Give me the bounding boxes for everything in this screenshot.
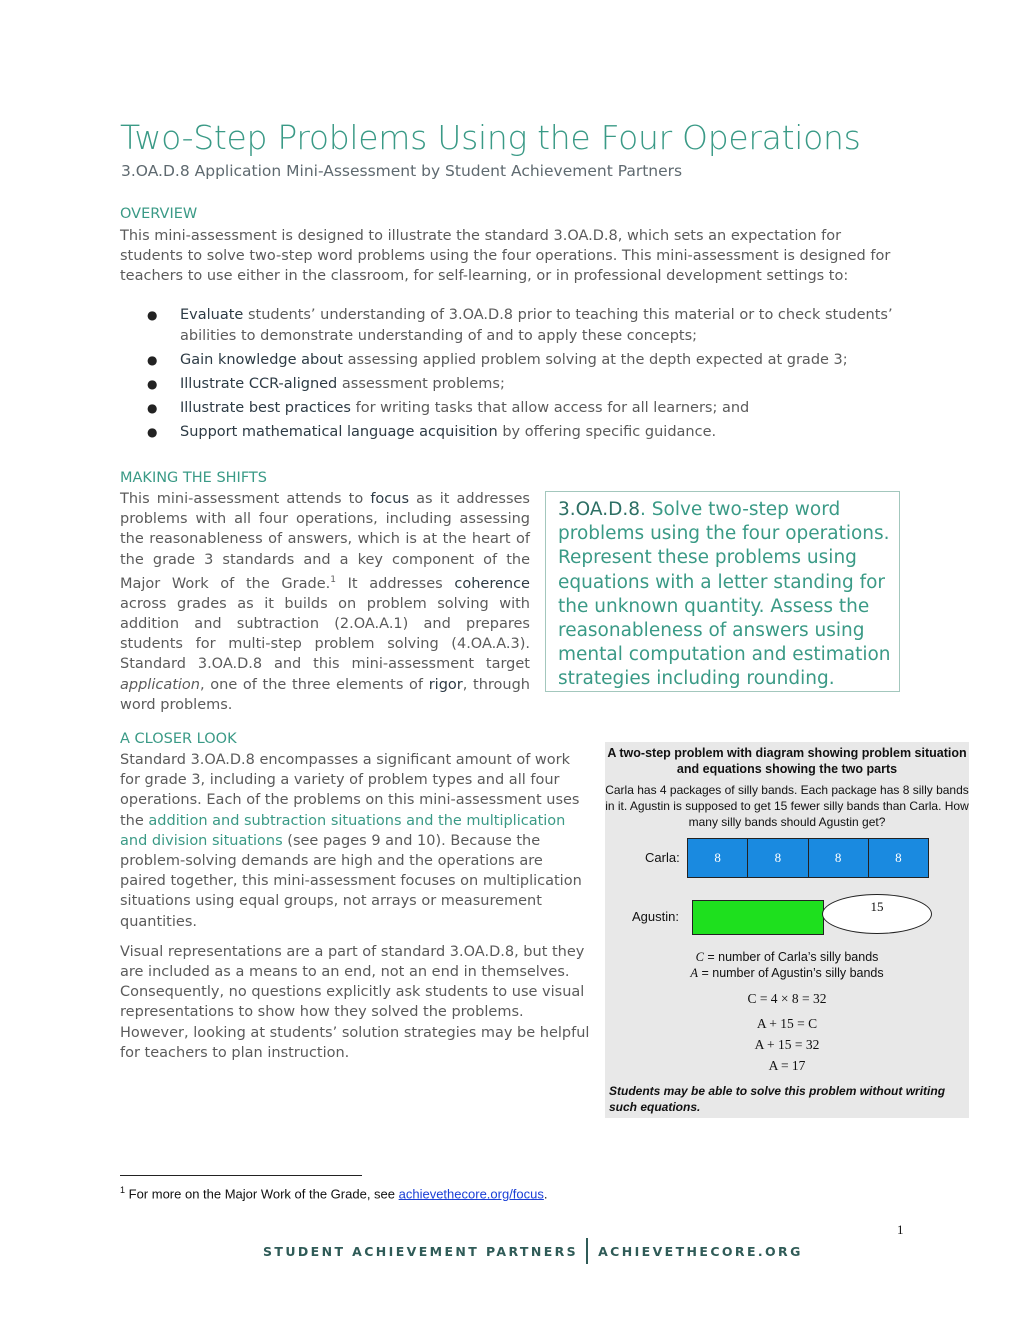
standard-text: [558, 498, 899, 692]
bullet-icon: ●: [147, 401, 158, 415]
definition-c: [605, 950, 969, 965]
standard-description: . Solve two-step word problems using the four operations. Represent these problems using equations with a letter standing for the unknown quantity. Assess the reasonableness of answers using mental computation and estimation strategies including rounding.: [558, 499, 891, 690]
carla-tape-diagram: [687, 838, 929, 878]
difference-value: 15: [870, 899, 884, 914]
package-cell: 8: [895, 850, 902, 865]
making-shifts-heading: MAKING THE SHIFTS: [120, 470, 267, 486]
package-cell: 8: [748, 839, 808, 877]
shift-text-3: It addresses: [335, 575, 455, 592]
closer-look-text-2: (see pages 9 and 10). Because the problem-solving demands are high and the operations are paired together, this mini-assessment focuses on multiplication situations using equal groups, not arrays or measurement quantities.: [120, 832, 582, 930]
bullet-lead: Evaluate: [180, 307, 244, 323]
bullet-lead: Illustrate best practices: [180, 400, 351, 416]
page-title: Two-Step Problems Using the Four Operations: [120, 118, 861, 157]
bullet-item: [147, 398, 907, 419]
bullet-item: [147, 305, 907, 347]
variable-c: C: [695, 950, 704, 964]
making-shifts-paragraph: [120, 489, 530, 715]
focus-term: focus: [370, 491, 410, 507]
bullet-icon: ●: [147, 425, 158, 439]
equation: A = 17: [768, 1058, 806, 1073]
overview-heading: OVERVIEW: [120, 206, 198, 222]
closer-look-heading: A CLOSER LOOK: [120, 731, 237, 747]
situations-link[interactable]: addition and subtraction situations and the multiplication and division situations: [120, 812, 566, 849]
bullet-text: students’ understanding of 3.OA.D.8 prior to teaching this material or to check students’ abilities to demonstrate understanding of and to apply these concepts;: [180, 307, 893, 344]
equation: A + 15 = C: [756, 1016, 818, 1031]
shift-text-4: across grades as it builds on problem solving with addition and subtraction (2.OA.A.1) and prepares students for multi-step problem solving (4.OA.A.3). Standard 3.OA.D.8 and this mini-assessment target: [120, 595, 530, 673]
standard-code: 3.OA.D.8: [558, 499, 640, 520]
closer-look-text-1: Standard 3.OA.D.8 encompasses a significant amount of work for grade 3, including a variety of problem types and all four operations. Each of the problems on this mini-assessment uses the: [120, 752, 580, 829]
overview-paragraph: This mini-assessment is designed to illustrate the standard 3.OA.D.8, which sets an expectation for students to solve two-step word problems using the four operations. This mini-assessment is designed for teachers to use either in the classroom, for self-learning, or in professional development settings to:: [120, 228, 891, 285]
footnote-divider: [120, 1175, 362, 1176]
two-step-problem-figure: [605, 742, 969, 1118]
bullet-text: assessment problems;: [337, 376, 505, 392]
carla-label: Carla:: [645, 850, 680, 865]
application-term: application: [120, 676, 200, 693]
bullet-item: [147, 374, 907, 395]
coherence-term: coherence: [454, 575, 530, 592]
standard-callout-box: [545, 491, 900, 692]
bullet-icon: ●: [147, 353, 158, 367]
definition-a: [605, 966, 969, 981]
footer-organization: STUDENT ACHIEVEMENT PARTNERS: [263, 1243, 579, 1259]
bullet-lead: Illustrate CCR-aligned: [180, 376, 338, 392]
bullet-text: by offering specific guidance.: [497, 424, 717, 440]
shift-text-1: This mini-assessment attends to: [120, 491, 371, 507]
bullet-text: assessing applied problem solving at the depth expected at grade 3;: [343, 352, 848, 368]
bullet-item: [147, 350, 907, 371]
footnote-text: For more on the Major Work of the Grade, see: [125, 1186, 399, 1202]
equation: C = 4 × 8 = 32: [747, 991, 827, 1006]
closer-look-paragraph-1: [120, 750, 590, 932]
agustin-label: Agustin:: [632, 909, 679, 924]
shift-text-5: , one of the three elements of: [199, 676, 429, 693]
package-cell: 8: [688, 839, 748, 877]
figure-title: A two-step problem with diagram showing problem situation and equations showing the two parts: [607, 746, 967, 776]
variable-a: A: [690, 966, 698, 980]
closer-look-content: [120, 750, 590, 1063]
rigor-term: rigor: [428, 676, 463, 693]
footer-branding: [263, 1237, 803, 1265]
overview-bullet-list: [147, 305, 907, 446]
bullet-lead: Support mathematical language acquisition: [180, 424, 498, 440]
bullet-icon: ●: [147, 377, 158, 391]
bullet-text: for writing tasks that allow access for all learners; and: [350, 400, 750, 416]
definition-a-text: = number of Agustin’s silly bands: [698, 966, 884, 980]
page-subtitle: 3.OA.D.8 Application Mini-Assessment by Student Achievement Partners: [121, 162, 683, 180]
closer-look-paragraph-2: Visual representations are a part of standard 3.OA.D.8, but they are included as a means to an end, not an end in themselves. Consequently, no questions explicitly ask students to use visual representations to show how they solved the problems. However, looking at students’ solution strategies may be helpful for teachers to plan instruction.: [120, 943, 590, 1061]
definition-c-text: = number of Carla’s silly bands: [703, 950, 879, 964]
bullet-icon: ●: [147, 308, 158, 322]
footer-website[interactable]: ACHIEVETHECORE.ORG: [598, 1243, 803, 1259]
page-number: 1: [897, 1222, 904, 1237]
figure-problem-text: Carla has 4 packages of silly bands. Each package has 8 silly bands in it. Agustin is supposed to get 15 fewer silly bands than Carla. How many silly bands should Agustin get?: [605, 783, 969, 829]
figure-note: Students may be able to solve this problem without writing such equations.: [609, 1084, 946, 1114]
footnote-link[interactable]: achievethecore.org/focus: [398, 1186, 544, 1202]
bullet-item: [147, 422, 907, 443]
difference-oval: [822, 894, 932, 934]
footnote-end: .: [543, 1186, 548, 1202]
footnote-marker: 1: [330, 574, 336, 585]
package-cell: 8: [809, 839, 869, 877]
footnote: [120, 1185, 548, 1201]
agustin-bar: [692, 900, 824, 935]
shift-text-6: , through word problems.: [120, 676, 531, 713]
footer-divider: [586, 1238, 588, 1264]
shift-text-2: as it addresses problems with all four operations, including assessing the reasonableness of answers, which is at the heart of the grade 3 standards and a key component of the Major Work of the Grade.: [120, 491, 530, 592]
footnote-number: 1: [120, 1185, 126, 1195]
bullet-lead: Gain knowledge about: [180, 352, 343, 368]
equation: A + 15 = 32: [754, 1037, 820, 1052]
